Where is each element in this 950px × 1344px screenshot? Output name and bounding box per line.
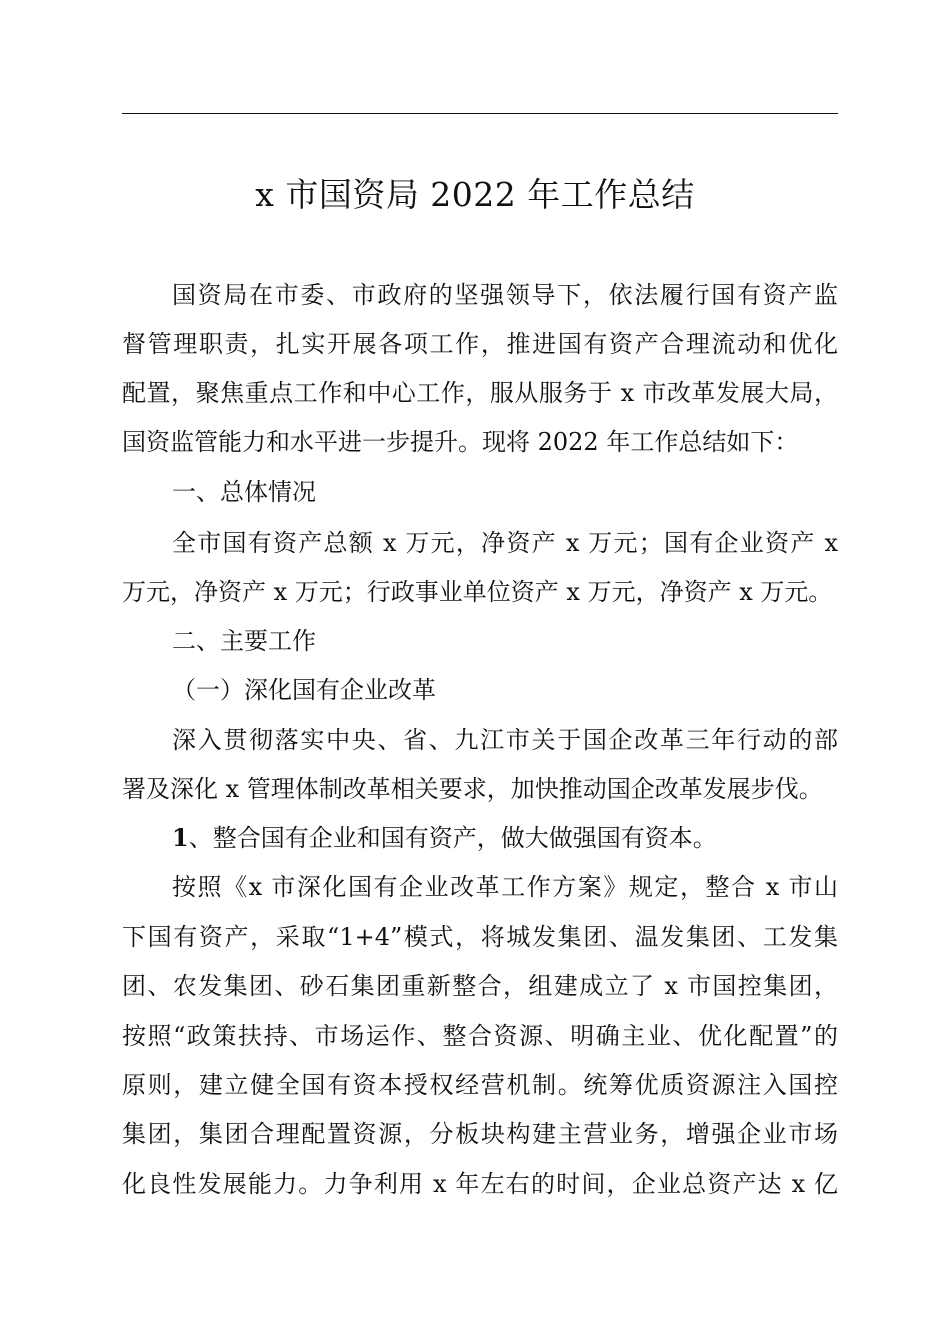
paragraph-line: 国资监管能力和水平进一步提升。现将 2022 年工作总结如下： (122, 428, 799, 456)
subsection-heading: （一）深化国有企业改革 (172, 676, 436, 704)
paragraph-line: 集团，集团合理配置资源，分板块构建主营业务，增强企业市场 (122, 1120, 838, 1148)
paragraph-line: 国资局在市委、市政府的坚强领导下，依法履行国有资产监 (172, 281, 838, 309)
item-heading-text: 、整合国有企业和国有资产，做大做强国有资本。 (188, 824, 717, 852)
section-heading: 二、主要工作 (172, 627, 316, 655)
header-divider (122, 113, 838, 114)
item-number: 1 (172, 823, 189, 852)
paragraph-line: 配置，聚焦重点工作和中心工作，服从服务于 x 市改革发展大局， (122, 379, 838, 407)
paragraph-line: 下国有资产，采取“1+4”模式，将城发集团、温发集团、工发集 (122, 923, 838, 951)
paragraph-line: 全市国有资产总额 x 万元，净资产 x 万元；国有企业资产 x (172, 529, 838, 557)
paragraph-line: 化良性发展能力。力争利用 x 年左右的时间，企业总资产达 x 亿 (122, 1170, 838, 1198)
paragraph-line: 督管理职责，扎实开展各项工作，推进国有资产合理流动和优化 (122, 330, 838, 358)
item-heading (122, 818, 838, 858)
paragraph-line: 团、农发集团、砂石集团重新整合，组建成立了 x 市国控集团， (122, 972, 838, 1000)
paragraph-line: 署及深化 x 管理体制改革相关要求，加快推动国企改革发展步伐。 (122, 775, 823, 803)
paragraph-line: 按照“政策扶持、市场运作、整合资源、明确主业、优化配置”的 (122, 1022, 838, 1050)
paragraph-line: 深入贯彻落实中央、省、九江市关于国企改革三年行动的部 (172, 726, 838, 754)
paragraph-line: 原则，建立健全国有资本授权经营机制。统筹优质资源注入国控 (122, 1071, 838, 1099)
paragraph-line: 按照《x 市深化国有企业改革工作方案》规定，整合 x 市山 (172, 873, 838, 901)
section-heading: 一、总体情况 (172, 478, 316, 506)
document-title: x 市国资局 2022 年工作总结 (255, 175, 695, 214)
paragraph-line: 万元，净资产 x 万元；行政事业单位资产 x 万元，净资产 x 万元。 (122, 578, 833, 606)
